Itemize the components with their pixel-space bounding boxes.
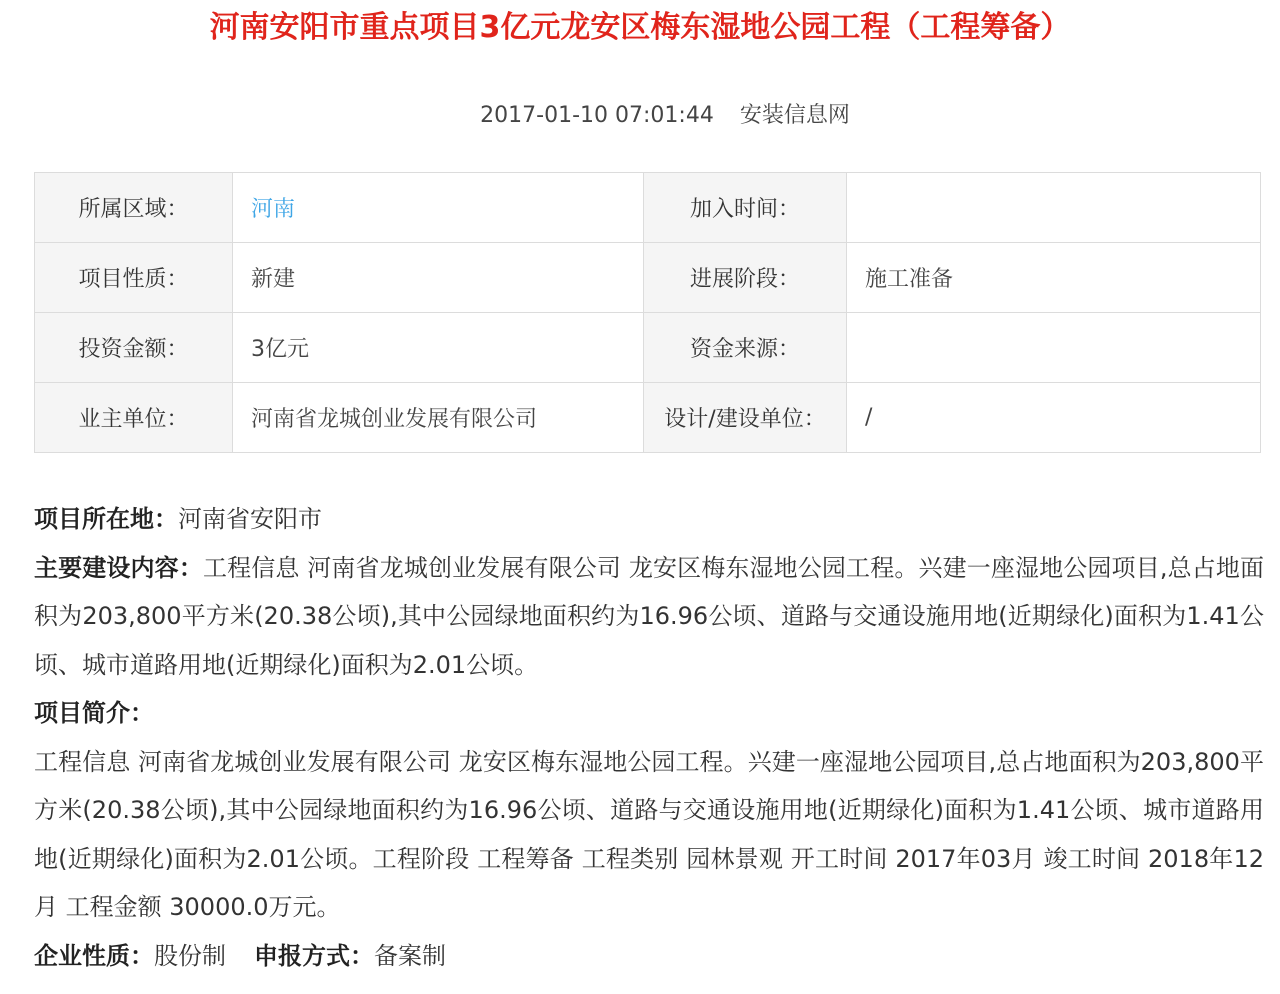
region-label: 所属区域： — [35, 173, 233, 243]
project-info-table — [34, 172, 1261, 453]
funding-source-label: 资金来源： — [644, 313, 847, 383]
location-paragraph — [34, 495, 1264, 544]
location-label: 项目所在地： — [34, 505, 178, 533]
join-time-value — [847, 173, 1261, 243]
owner-label: 业主单位： — [35, 383, 233, 453]
declare-label: 申报方式： — [254, 941, 374, 970]
enterprise-paragraph — [34, 932, 1264, 981]
table-row — [35, 313, 1261, 383]
project-nature-label: 项目性质： — [35, 243, 233, 313]
table-row — [35, 173, 1261, 243]
owner-value: 河南省龙城创业发展有限公司 — [233, 383, 644, 453]
intro-paragraph: 工程信息 河南省龙城创业发展有限公司 龙安区梅东湿地公园工程。兴建一座湿地公园项目,总占地面积为203,800平方米(20.38公顷),其中公园绿地面积约为16.96公顷、道路与交通设施用地(近期绿化)面积为1.41公顷、城市道路用地(近期绿化)面积为2.01公顷。工程阶段 工程筹备 工程类别 园林景观 开工时间 2017年03月 竣工时间 2018年12月 工程金额 30000.0万元。 — [34, 747, 1264, 921]
enterprise-label: 企业性质： — [34, 941, 154, 970]
content-paragraph — [34, 544, 1264, 690]
table-row — [35, 243, 1261, 313]
content-label: 主要建设内容： — [34, 553, 203, 582]
page-title: 河南安阳市重点项目3亿元龙安区梅东湿地公园工程（工程筹备） — [209, 10, 1071, 45]
funding-source-value — [847, 313, 1261, 383]
design-unit-value: / — [847, 383, 1261, 453]
source-link[interactable]: 安装信息网 — [739, 103, 850, 128]
publish-date: 2017-01-10 07:01:44 — [480, 103, 714, 128]
join-time-label: 加入时间： — [644, 173, 847, 243]
content-value: 工程信息 河南省龙城创业发展有限公司 龙安区梅东湿地公园工程。兴建一座湿地公园项目,总占地面积为203,800平方米(20.38公顷),其中公园绿地面积约为16.96公顷、道路与交通设施用地(近期绿化)面积为1.41公顷、城市道路用地(近期绿化)面积为2.01公顷。 — [34, 553, 1265, 679]
investment-value: 3亿元 — [233, 313, 644, 383]
location-value: 河南省安阳市 — [178, 505, 322, 533]
project-nature-value: 新建 — [233, 243, 644, 313]
progress-stage-value: 施工准备 — [847, 243, 1261, 313]
investment-label: 投资金额： — [35, 313, 233, 383]
intro-label: 项目简介： — [34, 699, 154, 727]
table-row — [35, 383, 1261, 453]
project-details — [34, 495, 1264, 980]
progress-stage-label: 进展阶段： — [644, 243, 847, 313]
design-unit-label: 设计/建设单位： — [644, 383, 847, 453]
declare-value: 备案制 — [374, 941, 446, 970]
intro-heading — [34, 689, 1264, 738]
region-value-link[interactable]: 河南 — [233, 173, 644, 243]
enterprise-value: 股份制 — [154, 941, 226, 970]
article-meta — [0, 100, 1280, 132]
